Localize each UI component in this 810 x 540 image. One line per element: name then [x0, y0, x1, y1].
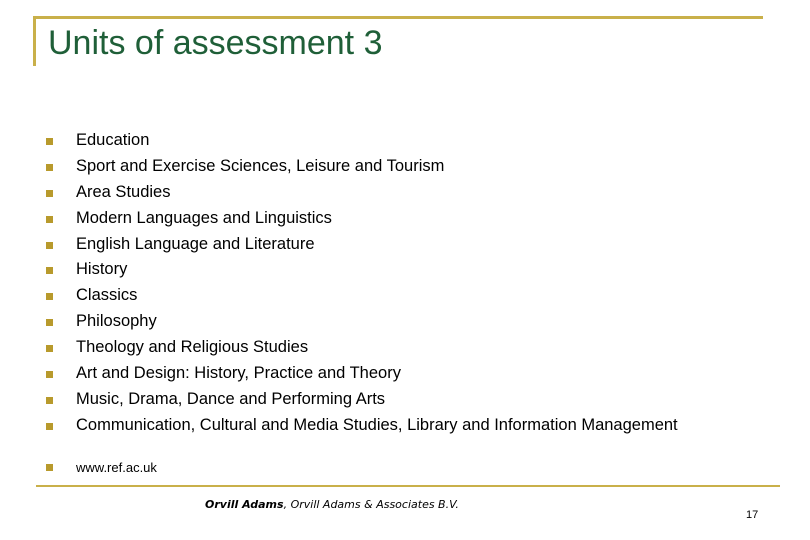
- list-item-text: Sport and Exercise Sciences, Leisure and Tourism: [76, 156, 445, 175]
- slide-title: Units of assessment 3: [48, 24, 383, 62]
- square-bullet-icon: [46, 190, 53, 197]
- page-number: 17: [746, 509, 759, 521]
- footer-credit: [205, 498, 459, 511]
- footer-author: Orvill Adams: [205, 498, 284, 511]
- square-bullet-icon: [46, 267, 53, 274]
- list-item: [46, 128, 786, 154]
- list-item: [46, 257, 786, 283]
- square-bullet-icon: [46, 464, 53, 471]
- list-item-text: Classics: [76, 286, 138, 305]
- list-item: [46, 309, 786, 335]
- list-item-text: Modern Languages and Linguistics: [76, 208, 332, 227]
- reference-link[interactable]: www.ref.ac.uk: [76, 460, 157, 475]
- list-item-text: History: [76, 260, 128, 279]
- frame-top-rule: [33, 16, 763, 19]
- list-item-text: English Language and Literature: [76, 234, 315, 253]
- list-item: [46, 387, 786, 413]
- square-bullet-icon: [46, 293, 53, 300]
- square-bullet-icon: [46, 164, 53, 171]
- list-item: [46, 154, 786, 180]
- footer-rule: [36, 485, 780, 487]
- list-item-text: Art and Design: History, Practice and Theory: [76, 364, 401, 383]
- frame-left-rule: [33, 16, 36, 66]
- square-bullet-icon: [46, 319, 53, 326]
- list-item-text: Theology and Religious Studies: [76, 338, 309, 357]
- square-bullet-icon: [46, 371, 53, 378]
- list-item: [46, 361, 786, 387]
- list-item: [46, 232, 786, 258]
- list-item: [46, 180, 786, 206]
- footer-company: , Orvill Adams & Associates B.V.: [283, 498, 459, 511]
- bullet-list: [46, 128, 786, 439]
- list-item-text: Communication, Cultural and Media Studies, Library and Information Management: [76, 415, 678, 434]
- square-bullet-icon: [46, 397, 53, 404]
- reference-link-item[interactable]: [46, 456, 157, 480]
- square-bullet-icon: [46, 138, 53, 145]
- list-item: [46, 283, 786, 309]
- square-bullet-icon: [46, 242, 53, 249]
- list-item: [46, 206, 786, 232]
- list-item-text: Philosophy: [76, 312, 157, 331]
- square-bullet-icon: [46, 216, 53, 223]
- square-bullet-icon: [46, 345, 53, 352]
- list-item: [46, 335, 786, 361]
- list-item-text: Education: [76, 131, 150, 149]
- list-item: [46, 413, 786, 439]
- list-item-text: Music, Drama, Dance and Performing Arts: [76, 389, 386, 408]
- square-bullet-icon: [46, 423, 53, 430]
- list-item-text: Area Studies: [76, 182, 171, 201]
